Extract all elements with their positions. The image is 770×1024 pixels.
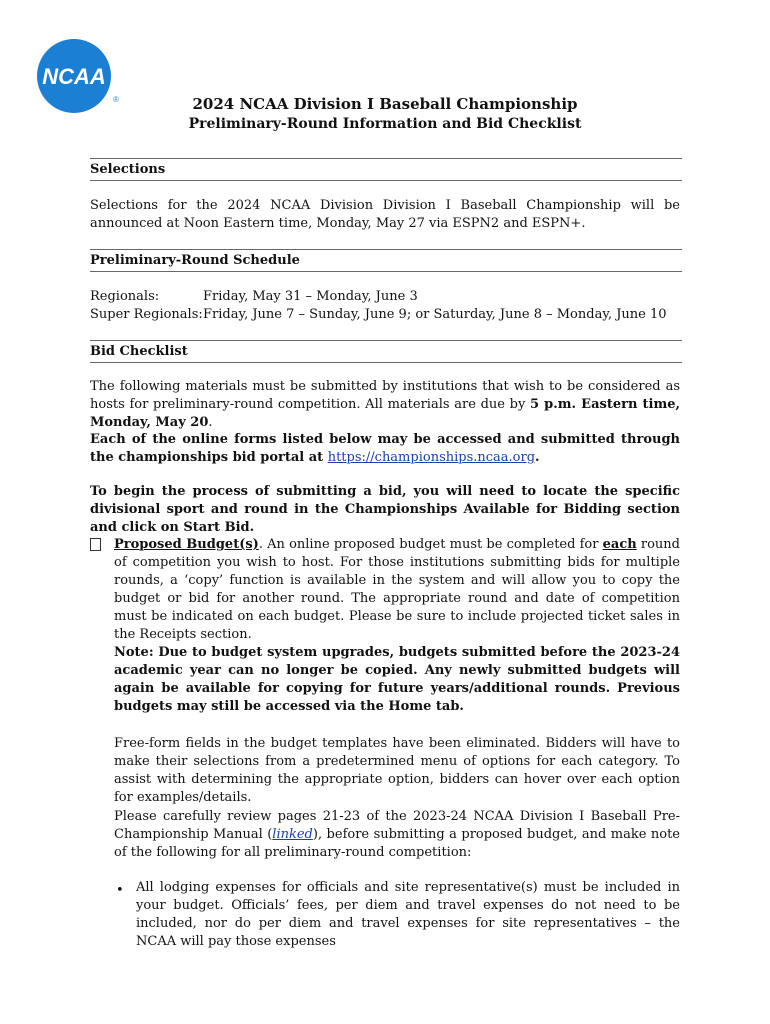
portal-link[interactable]: https://championships.ncaa.org — [327, 450, 536, 465]
bullet-icon: • — [116, 883, 124, 898]
bid-intro: The following materials must be submitted by institutions that wish to be considered as hosts for preliminary-round competition. All materials are due by 5 p.m. Eastern time, Monday, May 20. — [90, 379, 680, 430]
schedule-row-super-regionals — [90, 306, 667, 324]
manual-link[interactable]: linked — [272, 827, 313, 842]
begin-process-paragraph: To begin the process of submitting a bid, you will need to locate the specific divisional sport and round in the Championships Available for Bidding section and click on Start Bid. — [90, 484, 680, 535]
logo-reg: ® — [113, 95, 119, 104]
schedule-label: Super Regionals: — [90, 307, 203, 322]
logo-text: NCAA — [42, 64, 106, 89]
section-heading-selections: Selections — [90, 158, 682, 181]
schedule-value: Friday, May 31 – Monday, June 3 — [203, 289, 418, 304]
review-paragraph: Please carefully review pages 21-23 of the 2023-24 NCAA Division I Baseball Pre-Championship Manual (linked), before submitting a proposed budget, and make note of the following for all preliminary-round competition: — [114, 809, 680, 860]
freeform-paragraph: Free-form fields in the budget templates have been eliminated. Bidders will have to make their selections from a predetermined menu of options for each category. To assist with determining the appropriate option, bidders can hover over each option for examples/details. — [114, 736, 680, 805]
budget-paragraph: Proposed Budget(s). An online proposed budget must be completed for each round of competition you wish to host. For those institutions submitting bids for multiple rounds, a ‘copy’ function is available in the system and will allow you to copy the budget or bid for another round. The appropriate round and date of competition must be indicated on each budget. Please be sure to include projected ticket sales in the Receipts section. — [114, 537, 680, 642]
schedule-label: Regionals: — [90, 289, 160, 304]
selections-text: Selections for the 2024 NCAA Division Division I Baseball Championship will be announced at Noon Eastern time, Monday, May 27 via ESPN2 and ESPN+. — [90, 198, 680, 231]
list-item: All lodging expenses for officials and site representative(s) must be included in your budget. Officials’ fees, per diem and travel expenses do not need to be included, nor do per diem and travel expenses for site representatives – the NCAA will pay those expenses — [136, 880, 680, 949]
schedule-row-regionals — [90, 288, 418, 306]
section-heading-bid-checklist: Bid Checklist — [90, 340, 682, 363]
page-subtitle: Preliminary-Round Information and Bid Checklist — [188, 116, 582, 132]
section-heading-schedule: Preliminary-Round Schedule — [90, 249, 682, 272]
portal-paragraph: Each of the online forms listed below may be accessed and submitted through the championships bid portal at https://championships.ncaa.org. — [90, 432, 680, 465]
schedule-value: Friday, June 7 – Sunday, June 9; or Saturday, June 8 – Monday, June 10 — [203, 307, 667, 322]
checklist-checkbox[interactable] — [90, 538, 101, 551]
page-title: 2024 NCAA Division I Baseball Championship — [192, 95, 578, 113]
note-paragraph: Note: Due to budget system upgrades, budgets submitted before the 2023-24 academic year can no longer be copied. Any newly submitted budgets will again be available for copying for future years/additional rounds. Previous budgets may still be accessed via the Home tab. — [114, 645, 680, 714]
deadline: 5 p.m. Eastern time, Monday, May 20 — [90, 397, 680, 430]
budget-title: Proposed Budget(s) — [114, 537, 259, 552]
